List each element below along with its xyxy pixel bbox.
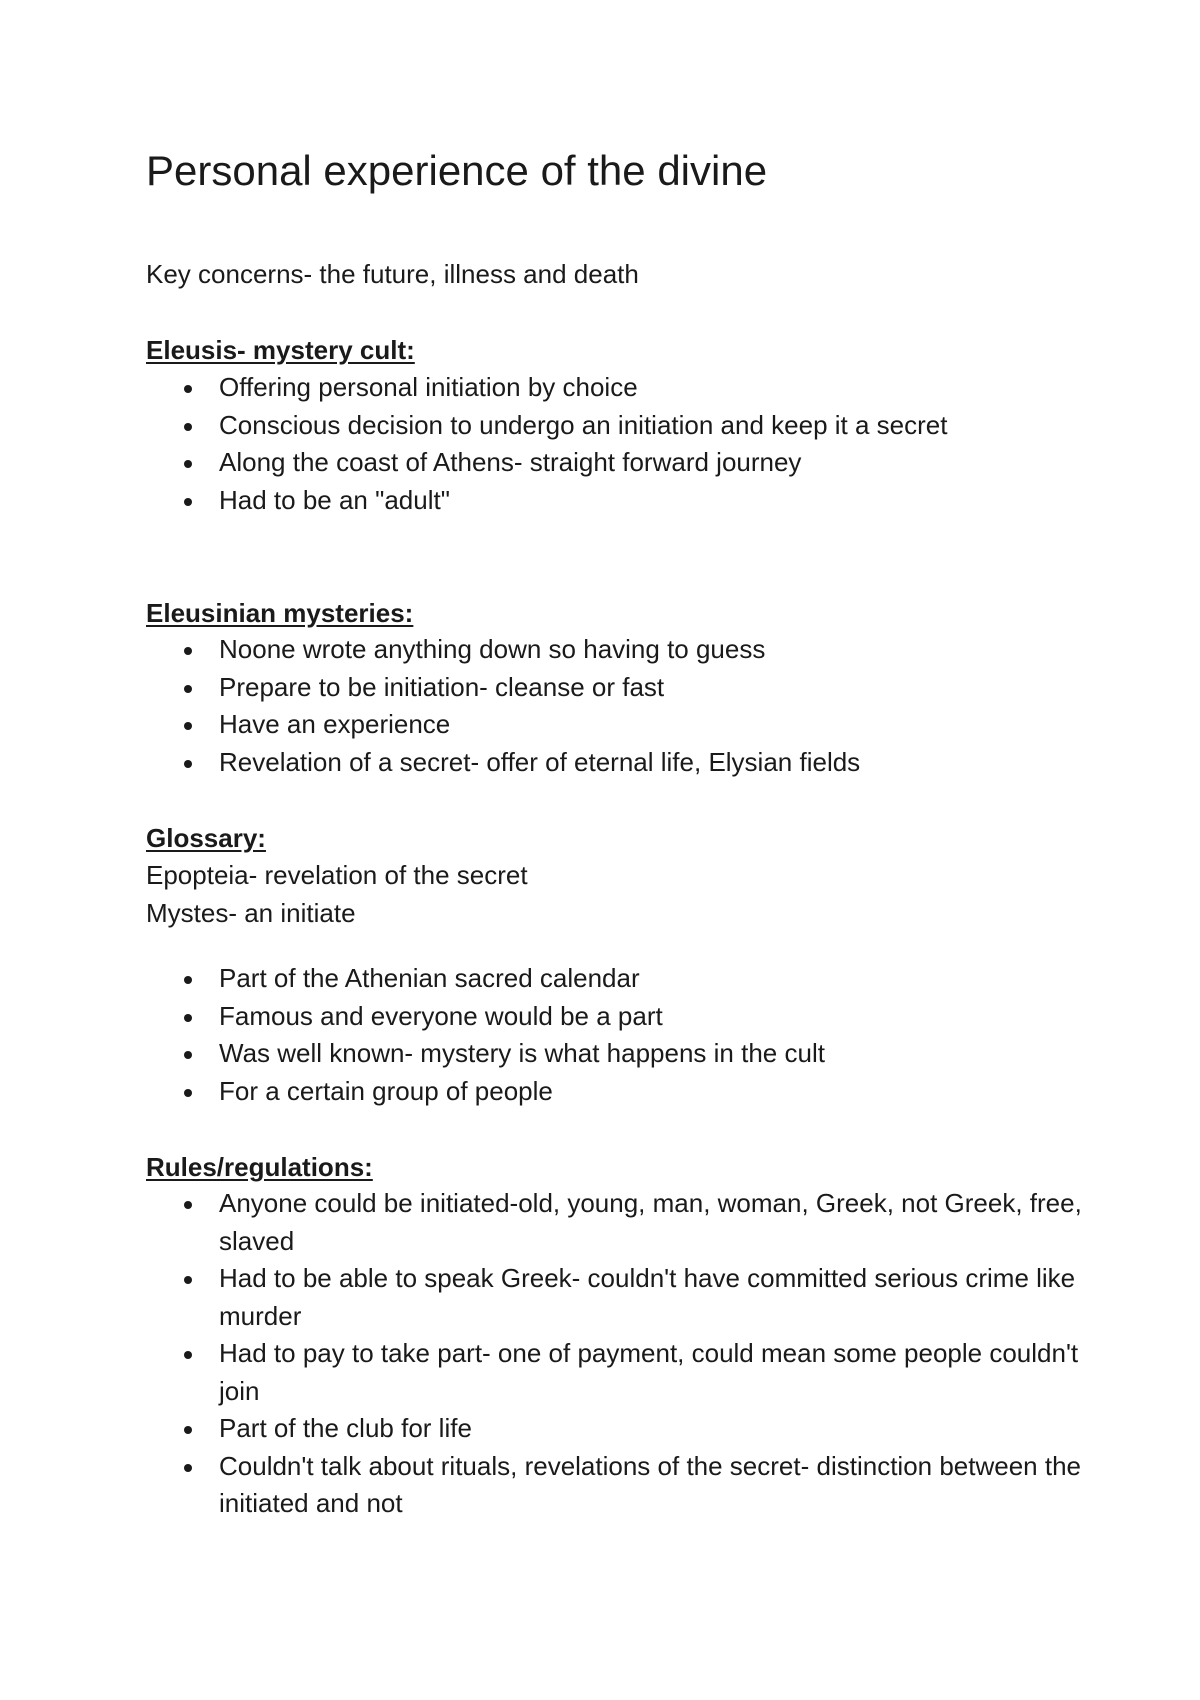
list-item bbox=[146, 407, 1086, 445]
bullet-icon bbox=[184, 460, 192, 468]
list-item bbox=[146, 1185, 1086, 1260]
glossary-heading: Glossary: bbox=[146, 823, 266, 853]
list-item-text: Conscious decision to undergo an initiation and keep it a secret bbox=[219, 409, 948, 440]
bullet-icon bbox=[184, 1351, 192, 1359]
list-item-text: Have an experience bbox=[219, 709, 451, 739]
key-concerns-text: Key concerns- the future, illness and death bbox=[146, 259, 639, 289]
rules-heading: Rules/regulations: bbox=[146, 1152, 373, 1182]
list-item bbox=[146, 706, 1086, 744]
bullet-icon bbox=[184, 423, 192, 431]
list-item bbox=[146, 1410, 1086, 1448]
list-item-text: Part of the club for life bbox=[219, 1413, 472, 1443]
list-item-text: Anyone could be initiated-old, young, man, woman, Greek, not Greek, free, slaved bbox=[219, 1188, 1082, 1256]
list-item-text: Famous and everyone would be a part bbox=[219, 1000, 663, 1031]
glossary-term: Mystes- an initiate bbox=[146, 898, 356, 928]
list-item-text: Couldn't talk about rituals, revelations of the secret- distinction between the initiated and not bbox=[219, 1450, 1081, 1518]
bullet-icon bbox=[184, 1201, 192, 1209]
bullet-icon bbox=[184, 1051, 192, 1059]
list-item-text: Prepare to be initiation- cleanse or fast bbox=[219, 671, 665, 702]
list-item-text: Was well known- mystery is what happens in the cult bbox=[219, 1038, 825, 1068]
list-item-text: Had to pay to take part- one of payment, could mean some people couldn't join bbox=[219, 1338, 1079, 1406]
bullet-icon bbox=[184, 385, 192, 393]
list-item bbox=[146, 744, 1086, 782]
list-item bbox=[146, 369, 1086, 407]
bullet-icon bbox=[184, 976, 192, 984]
glossary-list bbox=[146, 960, 1086, 1110]
mysteries-list bbox=[146, 631, 1086, 781]
bullet-icon bbox=[184, 685, 192, 693]
list-item bbox=[146, 669, 1086, 707]
bullet-icon bbox=[184, 1014, 192, 1022]
list-item bbox=[146, 1073, 1086, 1111]
mysteries-heading: Eleusinian mysteries: bbox=[146, 598, 414, 628]
bullet-icon bbox=[184, 722, 192, 730]
list-item-text: Offering personal initiation by choice bbox=[219, 372, 638, 402]
rules-list bbox=[146, 1185, 1086, 1523]
list-item-text: Had to be an "adult" bbox=[219, 484, 450, 515]
list-item bbox=[146, 1335, 1086, 1410]
list-item bbox=[146, 1448, 1086, 1523]
list-item-text: Part of the Athenian sacred calendar bbox=[219, 963, 640, 993]
list-item-text: Had to be able to speak Greek- couldn't have committed serious crime like murder bbox=[219, 1263, 1076, 1331]
list-item bbox=[146, 960, 1086, 998]
list-item bbox=[146, 482, 1086, 520]
bullet-icon bbox=[184, 760, 192, 768]
list-item bbox=[146, 444, 1086, 482]
bullet-icon bbox=[184, 1464, 192, 1472]
glossary-term: Epopteia- revelation of the secret bbox=[146, 860, 528, 890]
list-item bbox=[146, 1035, 1086, 1073]
bullet-icon bbox=[184, 647, 192, 655]
eleusis-heading: Eleusis- mystery cult: bbox=[146, 335, 415, 365]
list-item bbox=[146, 1260, 1086, 1335]
list-item-text: Noone wrote anything down so having to guess bbox=[219, 634, 766, 664]
bullet-icon bbox=[184, 1426, 192, 1434]
bullet-icon bbox=[184, 1276, 192, 1284]
page-title: Personal experience of the divine bbox=[146, 147, 768, 194]
bullet-icon bbox=[184, 498, 192, 506]
eleusis-list bbox=[146, 369, 1086, 519]
list-item-text: Revelation of a secret- offer of eternal life, Elysian fields bbox=[219, 746, 861, 777]
bullet-icon bbox=[184, 1089, 192, 1097]
list-item-text: Along the coast of Athens- straight forward journey bbox=[219, 447, 802, 477]
list-item bbox=[146, 631, 1086, 669]
list-item bbox=[146, 998, 1086, 1036]
list-item-text: For a certain group of people bbox=[219, 1075, 553, 1106]
